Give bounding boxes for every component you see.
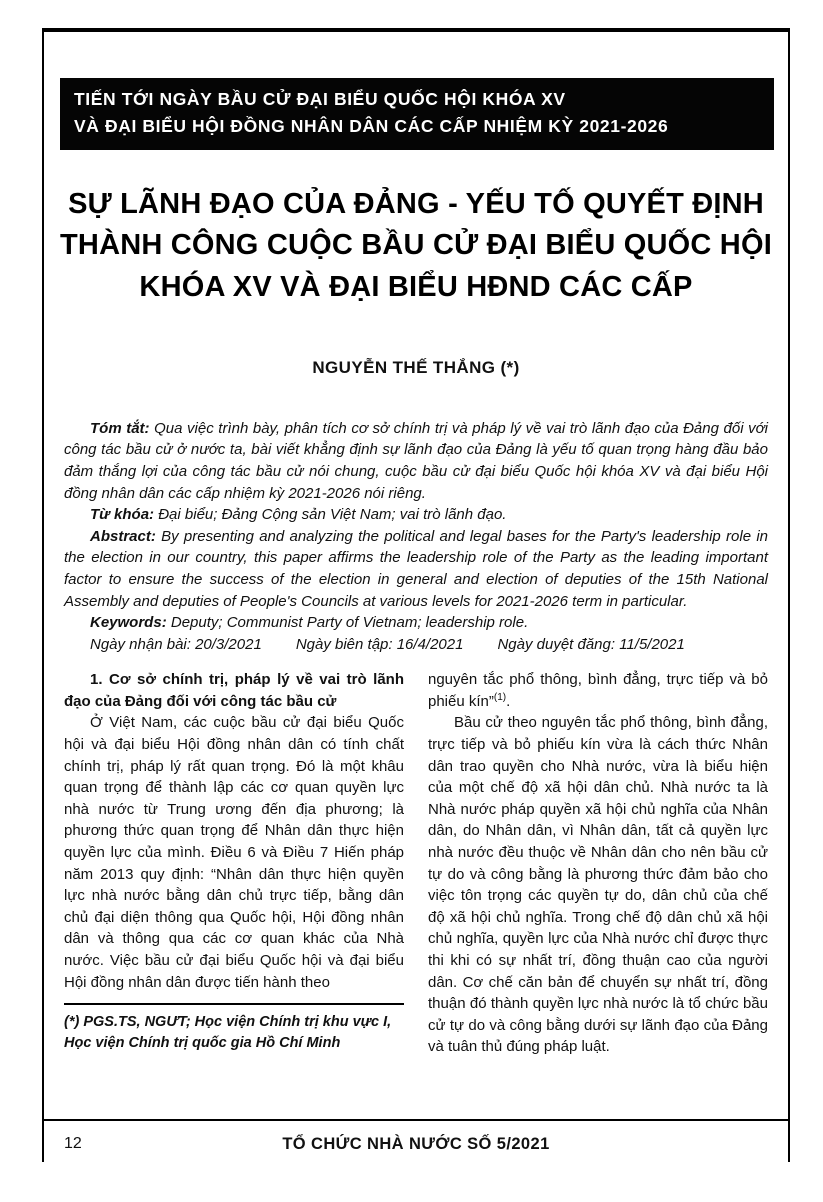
abstract-vi-paragraph	[64, 418, 768, 504]
body-paragraph-continuation	[428, 669, 768, 712]
author-name: NGUYỄN THẾ THẮNG (*)	[312, 357, 520, 377]
abstract-block	[64, 418, 768, 656]
date-edited: Ngày biên tập: 16/4/2021	[295, 635, 464, 653]
abstract-en-paragraph	[64, 526, 768, 612]
journal-name: TỔ CHỨC NHÀ NƯỚC SỐ 5/2021	[282, 1135, 550, 1153]
body-columns	[64, 669, 768, 1058]
page-footer	[44, 1119, 788, 1154]
abstract-vi-text: Qua việc trình bày, phân tích cơ sở chính trị và pháp lý về vai trò lãnh đạo của Đảng đối với công tác bầu cử ở nước ta, bài viết khẳng định sự lãnh đạo của Đảng là yếu tố quan trọng hàng đầu bảo đảm thắng lợi của công tác bầu cử nói chung, cuộc bầu cử đại biểu Quốc hội khóa XV và đại biểu Hội đồng nhân dân các cấp nhiệm kỳ 2021-2026 nói riêng.	[64, 419, 768, 502]
date-received: Ngày nhận bài: 20/3/2021	[90, 635, 262, 653]
keywords-en-paragraph	[64, 612, 768, 634]
article-title	[52, 184, 780, 308]
title-line-3: KHÓA XV VÀ ĐẠI BIỂU HĐND CÁC CẤP	[139, 270, 693, 303]
body-paragraph-right: Bầu cử theo nguyên tắc phổ thông, bình đẳng, trực tiếp và bỏ phiếu kín vừa là cách thức Nhân dân trao quyền cho Nhà nước, vừa là biểu hiện của một chế độ xã hội dân chủ. Nhà nước ta là Nhà nước pháp quyền xã hội chủ nghĩa của Nhân dân, do Nhân dân, vì Nhân dân, tất cả quyền lực nhà nước đều thuộc về Nhân dân cho nên bầu cử tự do và công bằng là phương thức đảm bảo cho việc tôn trọng các quyền tự do, dân chủ của chế độ xã hội chủ nghĩa. Trong chế độ dân chủ xã hội chủ nghĩa, quyền lực của Nhà nước chỉ được thực thi khi có sự nhất trí, đồng thuận cao của người dân. Cơ chế căn bản để chuyển sự nhất trí, đồng thuận đó thành quyền lực nhà nước là tổ chức bầu cử tự do và công bằng dưới sự lãnh đạo của Đảng và tuân thủ đúng pháp luật.	[428, 714, 768, 1056]
continuation-text: nguyên tắc phổ thông, bình đẳng, trực tiếp và bỏ phiếu kín”	[428, 671, 768, 710]
left-column	[64, 669, 404, 1058]
keywords-vi-text: Đại biểu; Đảng Cộng sản Việt Nam; vai trò lãnh đạo.	[154, 506, 507, 524]
abstract-en-label: Abstract:	[90, 527, 156, 545]
keywords-en-text: Deputy; Communist Party of Vietnam; leadership role.	[166, 614, 529, 632]
title-line-1: SỰ LÃNH ĐẠO CỦA ĐẢNG - YẾU TỐ QUYẾT ĐỊNH	[68, 188, 764, 221]
title-line-2: THÀNH CÔNG CUỘC BẦU CỬ ĐẠI BIỂU QUỐC HỘI	[60, 229, 772, 262]
date-approved: Ngày duyệt đăng: 11/5/2021	[497, 635, 685, 653]
abstract-vi-label: Tóm tắt:	[90, 419, 150, 437]
issue-banner	[60, 78, 774, 150]
continuation-period: .	[506, 692, 511, 710]
page-number: 12	[64, 1135, 82, 1152]
author-footnote: (*) PGS.TS, NGƯT; Học viện Chính trị khu vực I, Học viện Chính trị quốc gia Hồ Chí Minh	[64, 1003, 404, 1054]
page-frame	[42, 28, 790, 1162]
article-dates	[64, 634, 768, 656]
body-paragraph-left: Ở Việt Nam, các cuộc bầu cử đại biểu Quốc hội và đại biểu Hội đồng nhân dân có tính chất chính trị, pháp lý rất quan trọng. Đó là một khâu quan trọng để thành lập các cơ quan quyền lực nhà nước từ Trung ương đến địa phương; là phương thức quan trọng để Nhân dân thực hiện quyền lực của mình. Điều 6 và Điều 7 Hiến pháp năm 2013 quy định: “Nhân dân thực hiện quyền lực nhà nước bằng dân chủ trực tiếp, bằng dân chủ đại diện thông qua Quốc hội, Hội đồng nhân dân và thông qua các cơ quan khác của Nhà nước. Việc bầu cử đại biểu Quốc hội và đại biểu Hội đồng nhân dân được tiến hành theo	[64, 714, 404, 991]
banner-line-2: VÀ ĐẠI BIỂU HỘI ĐỒNG NHÂN DÂN CÁC CẤP NHIỆM KỲ 2021-2026	[74, 116, 669, 137]
keywords-vi-label: Từ khóa:	[90, 506, 155, 524]
keywords-en-label: Keywords:	[90, 614, 167, 632]
right-column	[428, 669, 768, 1058]
abstract-en-text: By presenting and analyzing the political and legal bases for the Party's leadership role in the election in our country, this paper affirms the leadership role of the Party as the leading important factor to ensure the success of the election in general and election of deputies of the 15th National Assembly and deputies of People's Councils at various levels for 2021-2026 term in particular.	[64, 527, 768, 610]
footer-inner	[46, 1135, 786, 1154]
banner-line-1: TIẾN TỚI NGÀY BẦU CỬ ĐẠI BIỂU QUỐC HỘI KHÓA XV	[74, 89, 566, 109]
footnote-reference-1: (1)	[493, 691, 507, 703]
keywords-vi-paragraph	[64, 504, 768, 526]
section-heading: 1. Cơ sở chính trị, pháp lý về vai trò lãnh đạo của Đảng đối với công tác bầu cử	[64, 671, 404, 710]
